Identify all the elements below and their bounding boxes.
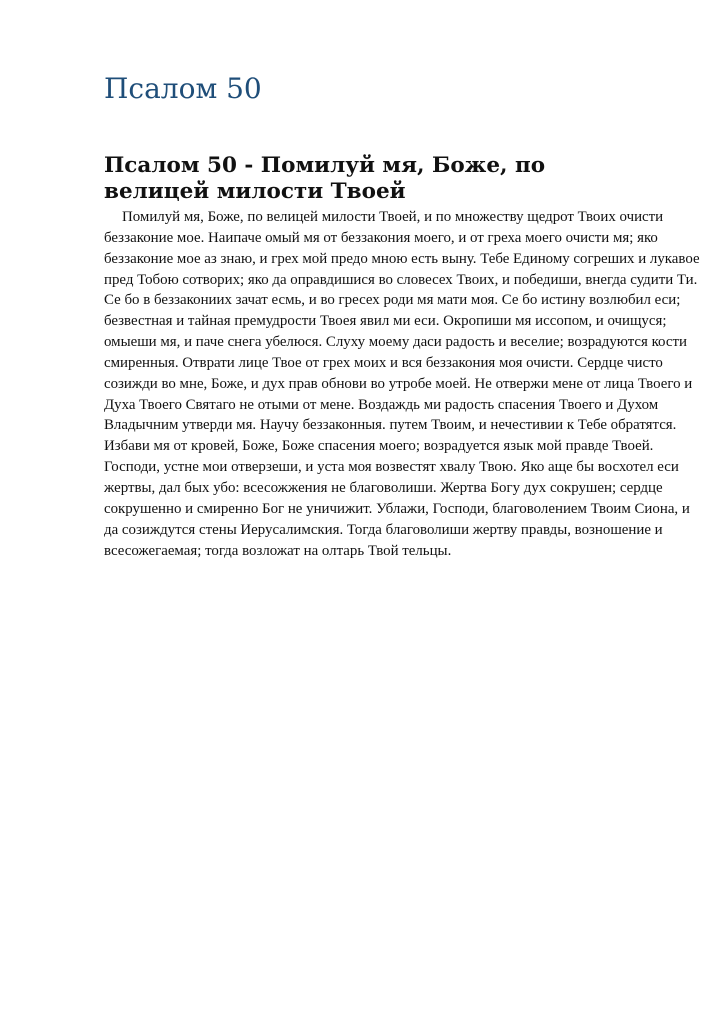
text-line: всесожегаемая; тогда возложат на олтарь Твой тельцы.	[104, 542, 452, 559]
text-line: смиренныя. Отврати лице Твое от грех моих и вся беззакония моя очисти. Сердце чисто	[104, 354, 663, 371]
text-line: беззаконие мое аз знаю, и грех мой предо мною есть выну. Тебе Единому согреших и лукавое	[104, 250, 700, 267]
text-line: Избави мя от кровей, Боже, Боже спасения моего; возрадуется язык мой правде Твоей.	[104, 438, 654, 455]
text-line: Господи, устне мои отверзеши, и уста моя возвестят хвалу Твою. Яко аще бы восхотел еси	[104, 459, 679, 476]
text-line: Духа Твоего Святаго не отыми от мене. Воздаждь ми радость спасения Твоего и Духом	[104, 396, 659, 413]
text-line: жертвы, дал бых убо: всесожжения не благоволиши. Жертва Богу дух сокрушен; сердце	[104, 479, 663, 496]
text-line: безвестная и тайная премудрости Твоея явил ми еси. Окропиши мя иссопом, и очищуся;	[104, 313, 667, 330]
text-line: Помилуй мя, Боже, по велицей милости Твоей, и по множеству щедрот Твоих очисти	[122, 209, 664, 225]
psalm-text	[104, 207, 700, 561]
text-line: сокрушенно и смиренно Бог не уничижит. Ублажи, Господи, благоволением Твоим Сиона, и	[104, 500, 690, 517]
text-line: Се бо в беззакониих зачат есмь, и во гресех роди мя мати моя. Се бо истину возлюбил еси;	[104, 292, 681, 309]
text-line: омыеши мя, и паче снега убелюся. Слуху моему даси радость и веселие; возрадуются кости	[104, 334, 687, 351]
text-line: созижди во мне, Боже, и дух прав обнови во утробе моей. Не отвержи мене от лица Твоего и	[104, 375, 693, 392]
text-line: пред Тобою сотворих; яко да оправдишися во словесех Твоих, и победиши, внегда судити Ти.	[104, 271, 698, 288]
text-line: беззаконие мое. Наипаче омый мя от беззакония моего, и от греха моего очисти мя; яко	[104, 229, 658, 246]
text-line: да созиждутся стены Иерусалимския. Тогда благоволиши жертву правды, возношение и	[104, 521, 663, 538]
section-heading: Псалом 50 - Помилуй мя, Боже, по велицей милости Твоей	[104, 153, 546, 204]
text-line: Владычним утверди мя. Научу беззаконныя. путем Твоим, и нечестивии к Тебе обратятся.	[104, 417, 677, 434]
document-title: Псалом 50	[104, 72, 262, 105]
